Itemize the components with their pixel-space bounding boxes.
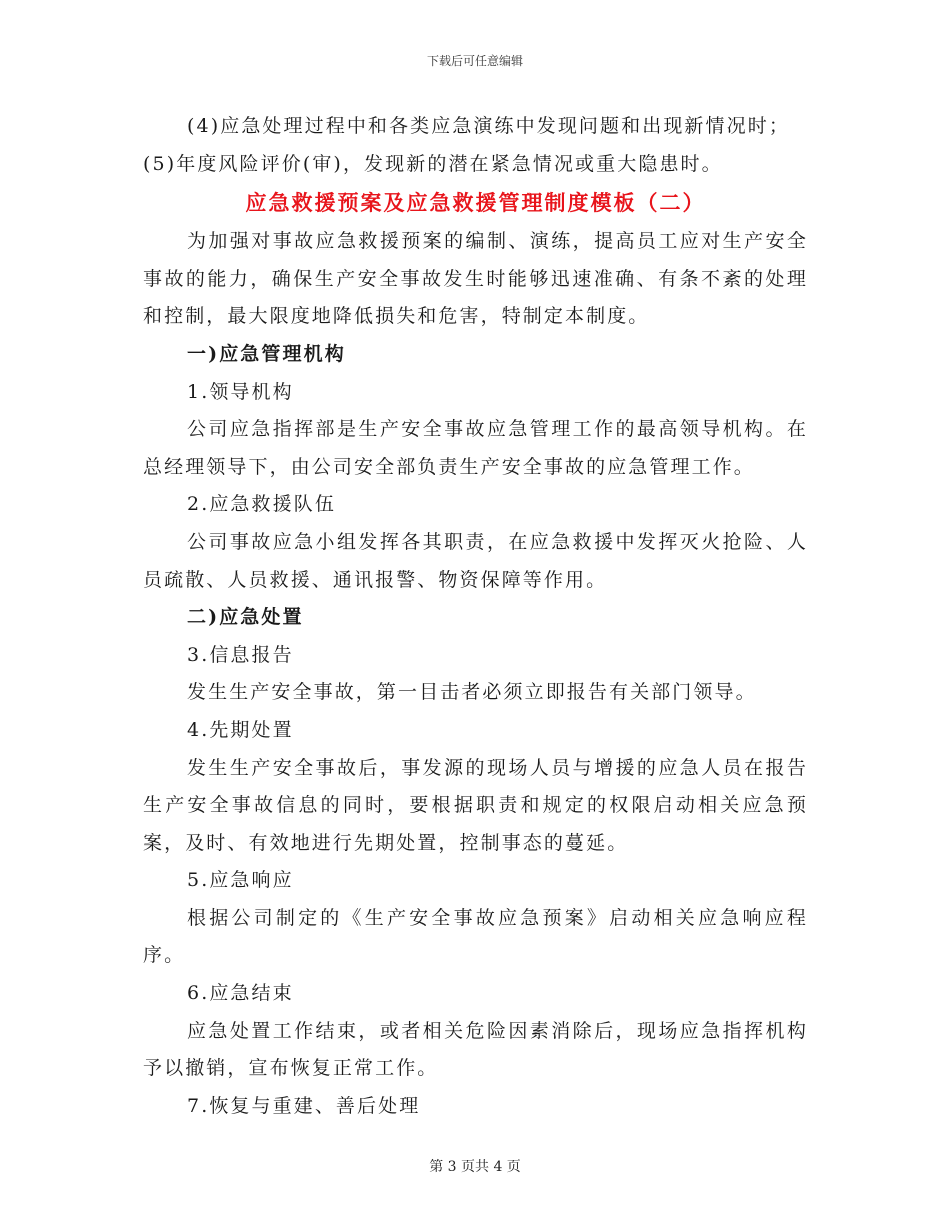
subheading-3: 3.信息报告 (187, 643, 294, 666)
heading-2: 二)应急处置 (187, 606, 304, 629)
para-team: 公司事故应急小组发挥各其职责，在应急救援中发挥灭火抢险、人员疏散、人员救援、通讯报警、物资保障等作用。 (143, 530, 808, 591)
subheading-5: 5.应急响应 (187, 869, 294, 892)
para-leadership: 公司应急指挥部是生产安全事故应急管理工作的最高领导机构。在总经理领导下，由公司安全部负责生产安全事故的应急管理工作。 (143, 418, 808, 478)
para-item-4: (4)应急处理过程中和各类应急演练中发现问题和出现新情况时； (187, 115, 790, 137)
heading-1: 一)应急管理机构 (187, 342, 346, 365)
document-body (143, 108, 808, 1125)
para-end: 应急处置工作结束，或者相关危险因素消除后，现场应急指挥机构予以撤销，宣布恢复正常工作。 (143, 1019, 808, 1080)
para-item-5: (5)年度风险评价(审)，发现新的潜在紧急情况或重大隐患时。 (143, 152, 723, 175)
para-response: 根据公司制定的《生产安全事故应急预案》启动相关应急响应程序。 (143, 906, 808, 967)
subheading-7: 7.恢复与重建、善后处理 (187, 1094, 421, 1117)
para-report: 发生生产安全事故，第一目击者必须立即报告有关部门领导。 (187, 681, 757, 704)
section-title: 应急救援预案及应急救援管理制度模板（二） (245, 190, 706, 216)
subheading-1: 1.领导机构 (187, 380, 294, 403)
subheading-4: 4.先期处置 (187, 718, 294, 741)
subheading-2: 2.应急救援队伍 (187, 493, 336, 516)
page-header: 下载后可任意编辑 (426, 54, 523, 68)
subheading-6: 6.应急结束 (187, 982, 294, 1005)
para-initial: 发生生产安全事故后，事发源的现场人员与增援的应急人员在报告生产安全事故信息的同时，要根据职责和规定的权限启动相关应急预案，及时、有效地进行先期处置，控制事态的蔓延。 (143, 756, 808, 854)
page-footer: 第 3 页共 4 页 (429, 1159, 521, 1175)
para-intro: 为加强对事故应急救援预案的编制、演练，提高员工应对生产安全事故的能力，确保生产安全事故发生时能够迅速准确、有条不紊的处理和控制，最大限度地降低损失和危害，特制定本制度。 (143, 230, 808, 328)
